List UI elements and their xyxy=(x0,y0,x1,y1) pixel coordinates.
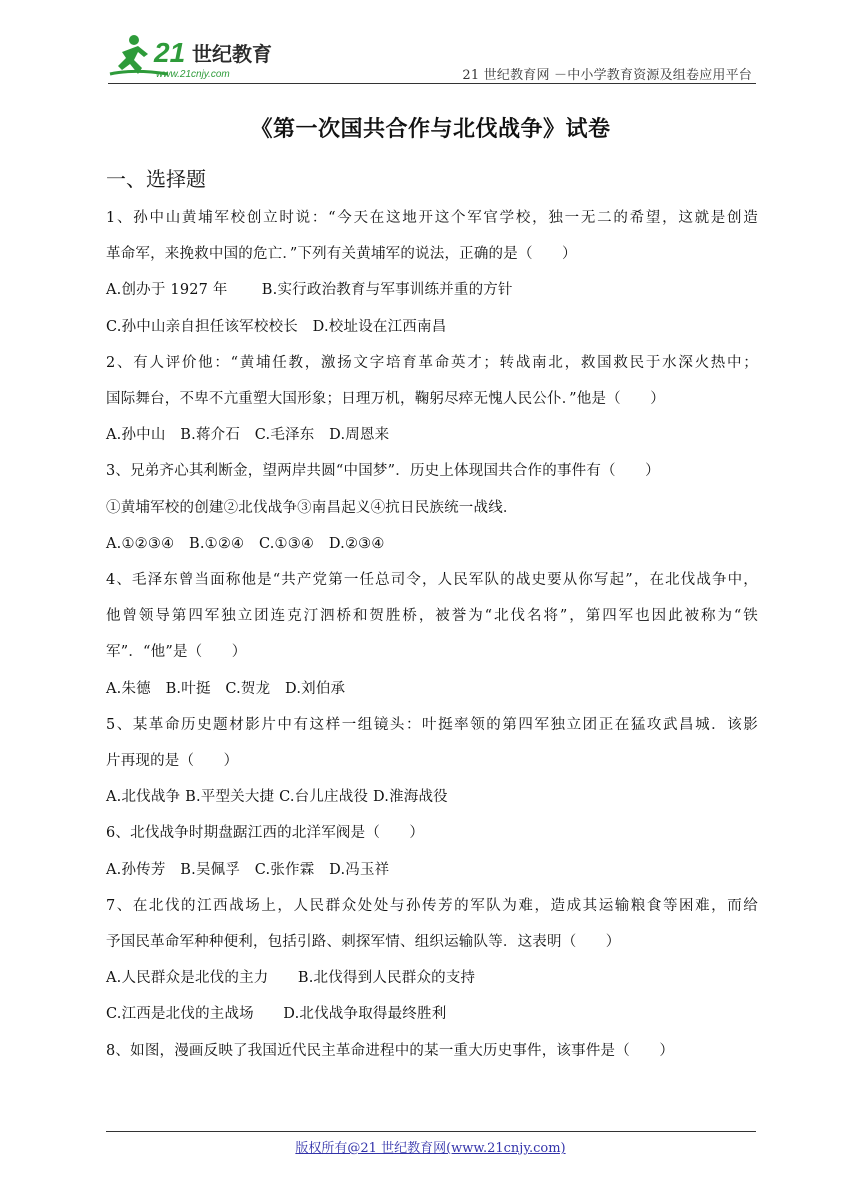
header-divider xyxy=(108,83,756,84)
page-title: 《第一次国共合作与北伐战争》试卷 xyxy=(250,117,611,142)
text-line: ①黄埔军校的创建②北伐战争③南昌起义④抗日民族统一战线． xyxy=(106,499,518,516)
page-header xyxy=(108,28,756,84)
text-line: 3、兄弟齐心其利断金，望两岸共圆“中国梦”．历史上体现国共合作的事件有（ ） xyxy=(106,463,660,480)
text-line: 片再现的是（ ） xyxy=(106,753,239,770)
option-line: A.孙传芳 B.吴佩孚 C.张作霖 D.冯玉祥 xyxy=(106,861,390,878)
option-line: A.孙中山 B.蒋介石 C.毛泽东 D.周恩来 xyxy=(106,427,390,444)
footer-copyright-link[interactable]: 版权所有@21 世纪教育网(www.21cnjy.com) xyxy=(295,1141,566,1156)
text-line: 8、如图，漫画反映了我国近代民主革命进程中的某一重大历史事件，该事件是（ ） xyxy=(106,1042,675,1059)
text-line: 予国民革命军种种便利，包括引路、刺探军情、组织运输队等．这表明（ ） xyxy=(106,934,621,951)
svg-text:21: 21 xyxy=(154,37,186,68)
option-line: C.孙中山亲自担任该军校校长 D.校址设在江西南昌 xyxy=(106,318,447,335)
text-line: 7、在北伐的江西战场上，人民群众处处与孙传芳的军队为难，造成其运输粮食等困难，而给 xyxy=(106,897,758,914)
header-site-text: 21 世纪教育网 －中小学教育资源及组卷应用平台 xyxy=(462,68,752,83)
option-line: A.北伐战争 B.平型关大捷 C.台儿庄战役 D.淮海战役 xyxy=(106,789,448,806)
option-line: A.朱德 B.叶挺 C.贺龙 D.刘伯承 xyxy=(106,680,346,697)
option-line: A.人民群众是北伐的主力 B.北伐得到人民群众的支持 xyxy=(106,970,476,987)
option-line: A.①②③④ B.①②④ C.①③④ D.②③④ xyxy=(106,535,385,552)
option-line: A.创办于 1927 年 B.实行政治教育与军事训练并重的方针 xyxy=(106,282,513,299)
text-line: 2、有人评价他：“黄埔任教，激扬文字培育革命英才；转战南北，救国救民于水深火热中； xyxy=(106,354,758,371)
text-line: 1、孙中山黄埔军校创立时说：“今天在这地开这个军官学校，独一无二的希望，这就是创造 xyxy=(106,210,758,226)
text-line: 国际舞台，不卑不亢重塑大国形象；日理万机，鞠躬尽瘁无愧人民公仆．”他是（ ） xyxy=(106,391,665,408)
text-line: 4、毛泽东曾当面称他是“共产党第一任总司令，人民军队的战史要从你写起”，在北伐战争中， xyxy=(106,572,758,589)
section-heading: 一、选择题 xyxy=(106,167,206,191)
logo-url: www.21cnjy.com xyxy=(156,69,230,80)
text-line: 6、北伐战争时期盘踞江西的北洋军阀是（ ） xyxy=(106,825,425,842)
runner-logo-icon xyxy=(108,30,288,82)
text-line: 革命军，来挽救中国的危亡．”下列有关黄埔军的说法，正确的是（ ） xyxy=(106,246,577,263)
logo-text: 世纪教育 xyxy=(192,42,272,66)
footer-divider xyxy=(106,1131,756,1132)
option-line: C.江西是北伐的主战场 D.北伐战争取得最终胜利 xyxy=(106,1006,447,1023)
logo xyxy=(108,30,288,82)
text-line: 军”．“他”是（ ） xyxy=(106,644,247,661)
text-line: 5、某革命历史题材影片中有这样一组镜头：叶挺率领的第四军独立团正在猛攻武昌城．该影 xyxy=(106,716,758,733)
question-list xyxy=(106,200,758,1069)
text-line: 他曾领导第四军独立团连克汀泗桥和贺胜桥，被誉为“北伐名将”，第四军也因此被称为“铁 xyxy=(106,608,758,625)
